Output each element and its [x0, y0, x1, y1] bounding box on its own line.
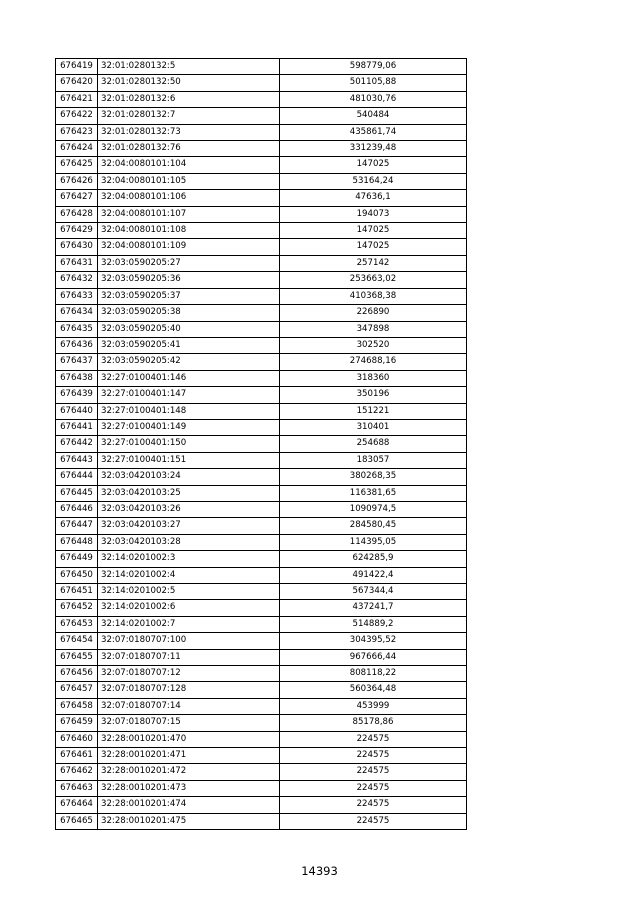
cadastral-code-cell: 32:03:0420103:28 [98, 534, 280, 550]
cadastral-code-cell: 32:01:0280132:50 [98, 75, 280, 91]
value-cell: 224575 [280, 731, 467, 747]
row-id-cell: 676462 [56, 764, 98, 780]
table-row [56, 682, 467, 698]
row-id-cell: 676424 [56, 141, 98, 157]
row-id-cell: 676452 [56, 600, 98, 616]
row-id-cell: 676440 [56, 403, 98, 419]
row-id-cell: 676426 [56, 173, 98, 189]
value-cell: 284580,45 [280, 518, 467, 534]
value-cell: 224575 [280, 797, 467, 813]
row-id-cell: 676446 [56, 501, 98, 517]
table-row [56, 239, 467, 255]
value-cell: 224575 [280, 764, 467, 780]
value-cell: 224575 [280, 813, 467, 829]
row-id-cell: 676429 [56, 223, 98, 239]
table-row [56, 173, 467, 189]
row-id-cell: 676457 [56, 682, 98, 698]
page-number: 14393 [301, 864, 338, 878]
table-row [56, 666, 467, 682]
table-row [56, 75, 467, 91]
table-row [56, 403, 467, 419]
row-id-cell: 676447 [56, 518, 98, 534]
cadastral-code-cell: 32:28:0010201:471 [98, 748, 280, 764]
table-body [56, 59, 467, 830]
row-id-cell: 676458 [56, 698, 98, 714]
cadastral-code-cell: 32:14:0201002:5 [98, 584, 280, 600]
table-row [56, 141, 467, 157]
value-cell: 304395,52 [280, 633, 467, 649]
cadastral-code-cell: 32:07:0180707:12 [98, 666, 280, 682]
row-id-cell: 676439 [56, 387, 98, 403]
cadastral-code-cell: 32:01:0280132:76 [98, 141, 280, 157]
value-cell: 274688,16 [280, 354, 467, 370]
row-id-cell: 676438 [56, 370, 98, 386]
cadastral-code-cell: 32:01:0280132:5 [98, 59, 280, 75]
table-row [56, 321, 467, 337]
row-id-cell: 676423 [56, 124, 98, 140]
row-id-cell: 676454 [56, 633, 98, 649]
row-id-cell: 676437 [56, 354, 98, 370]
table-row [56, 157, 467, 173]
row-id-cell: 676428 [56, 206, 98, 222]
value-cell: 410368,38 [280, 288, 467, 304]
row-id-cell: 676433 [56, 288, 98, 304]
table-row [56, 518, 467, 534]
row-id-cell: 676448 [56, 534, 98, 550]
row-id-cell: 676430 [56, 239, 98, 255]
table-row [56, 255, 467, 271]
value-cell: 437241,7 [280, 600, 467, 616]
table-row [56, 337, 467, 353]
cadastral-code-cell: 32:07:0180707:100 [98, 633, 280, 649]
value-cell: 253663,02 [280, 272, 467, 288]
value-cell: 114395,05 [280, 534, 467, 550]
table-row [56, 616, 467, 632]
row-id-cell: 676435 [56, 321, 98, 337]
cadastral-code-cell: 32:03:0590205:40 [98, 321, 280, 337]
table-row [56, 501, 467, 517]
table-row [56, 698, 467, 714]
row-id-cell: 676434 [56, 305, 98, 321]
row-id-cell: 676455 [56, 649, 98, 665]
row-id-cell: 676441 [56, 419, 98, 435]
cadastral-code-cell: 32:04:0080101:106 [98, 190, 280, 206]
row-id-cell: 676445 [56, 485, 98, 501]
cadastral-code-cell: 32:27:0100401:147 [98, 387, 280, 403]
value-cell: 47636,1 [280, 190, 467, 206]
table-row [56, 469, 467, 485]
table-row [56, 813, 467, 829]
row-id-cell: 676443 [56, 452, 98, 468]
table-row [56, 370, 467, 386]
cadastral-code-cell: 32:28:0010201:475 [98, 813, 280, 829]
value-cell: 435861,74 [280, 124, 467, 140]
cadastral-code-cell: 32:03:0590205:37 [98, 288, 280, 304]
value-cell: 85178,86 [280, 715, 467, 731]
value-cell: 147025 [280, 223, 467, 239]
cadastral-code-cell: 32:14:0201002:6 [98, 600, 280, 616]
table-row [56, 223, 467, 239]
cadastral-code-cell: 32:14:0201002:7 [98, 616, 280, 632]
value-cell: 331239,48 [280, 141, 467, 157]
value-cell: 350196 [280, 387, 467, 403]
row-id-cell: 676463 [56, 780, 98, 796]
row-id-cell: 676431 [56, 255, 98, 271]
table-row [56, 633, 467, 649]
table-row [56, 124, 467, 140]
value-cell: 257142 [280, 255, 467, 271]
cadastral-code-cell: 32:04:0080101:104 [98, 157, 280, 173]
value-cell: 514889,2 [280, 616, 467, 632]
row-id-cell: 676419 [56, 59, 98, 75]
value-cell: 567344,4 [280, 584, 467, 600]
cadastral-code-cell: 32:03:0590205:42 [98, 354, 280, 370]
table-row [56, 797, 467, 813]
value-cell: 501105,88 [280, 75, 467, 91]
value-cell: 194073 [280, 206, 467, 222]
value-cell: 808118,22 [280, 666, 467, 682]
table-row [56, 436, 467, 452]
row-id-cell: 676464 [56, 797, 98, 813]
row-id-cell: 676436 [56, 337, 98, 353]
table-row [56, 584, 467, 600]
cadastral-code-cell: 32:04:0080101:108 [98, 223, 280, 239]
table-row [56, 354, 467, 370]
value-cell: 491422,4 [280, 567, 467, 583]
cadastral-code-cell: 32:03:0420103:27 [98, 518, 280, 534]
value-cell: 598779,06 [280, 59, 467, 75]
table-row [56, 551, 467, 567]
table-row [56, 305, 467, 321]
cadastral-code-cell: 32:07:0180707:14 [98, 698, 280, 714]
cadastral-code-cell: 32:01:0280132:73 [98, 124, 280, 140]
value-cell: 224575 [280, 748, 467, 764]
table-row [56, 452, 467, 468]
table-row [56, 190, 467, 206]
cadastral-code-cell: 32:07:0180707:15 [98, 715, 280, 731]
row-id-cell: 676456 [56, 666, 98, 682]
value-cell: 347898 [280, 321, 467, 337]
cadastral-code-cell: 32:28:0010201:474 [98, 797, 280, 813]
table-row [56, 780, 467, 796]
cadastral-code-cell: 32:01:0280132:6 [98, 91, 280, 107]
value-cell: 53164,24 [280, 173, 467, 189]
table-row [56, 567, 467, 583]
value-cell: 147025 [280, 239, 467, 255]
row-id-cell: 676460 [56, 731, 98, 747]
table-row [56, 731, 467, 747]
cadastral-code-cell: 32:04:0080101:107 [98, 206, 280, 222]
value-cell: 147025 [280, 157, 467, 173]
cadastral-code-cell: 32:07:0180707:128 [98, 682, 280, 698]
cadastral-code-cell: 32:03:0590205:41 [98, 337, 280, 353]
row-id-cell: 676420 [56, 75, 98, 91]
value-cell: 183057 [280, 452, 467, 468]
row-id-cell: 676432 [56, 272, 98, 288]
cadastral-code-cell: 32:27:0100401:146 [98, 370, 280, 386]
cadastral-code-cell: 32:28:0010201:473 [98, 780, 280, 796]
cadastral-code-cell: 32:27:0100401:149 [98, 419, 280, 435]
table-row [56, 748, 467, 764]
table-row [56, 91, 467, 107]
cadastral-code-cell: 32:04:0080101:105 [98, 173, 280, 189]
cadastral-code-cell: 32:03:0590205:38 [98, 305, 280, 321]
cadastral-code-cell: 32:03:0590205:36 [98, 272, 280, 288]
row-id-cell: 676442 [56, 436, 98, 452]
table-row [56, 649, 467, 665]
cadastral-code-cell: 32:03:0590205:27 [98, 255, 280, 271]
cadastral-code-cell: 32:14:0201002:4 [98, 567, 280, 583]
value-cell: 481030,76 [280, 91, 467, 107]
cadastral-code-cell: 32:28:0010201:472 [98, 764, 280, 780]
row-id-cell: 676465 [56, 813, 98, 829]
table-row [56, 387, 467, 403]
value-cell: 380268,35 [280, 469, 467, 485]
row-id-cell: 676422 [56, 108, 98, 124]
value-cell: 967666,44 [280, 649, 467, 665]
row-id-cell: 676461 [56, 748, 98, 764]
table-row [56, 485, 467, 501]
table-row [56, 715, 467, 731]
table-row [56, 288, 467, 304]
cadastral-code-cell: 32:27:0100401:148 [98, 403, 280, 419]
cadastral-code-cell: 32:28:0010201:470 [98, 731, 280, 747]
table-row [56, 419, 467, 435]
value-cell: 310401 [280, 419, 467, 435]
value-cell: 1090974,5 [280, 501, 467, 517]
row-id-cell: 676449 [56, 551, 98, 567]
table-row [56, 59, 467, 75]
cadastral-code-cell: 32:07:0180707:11 [98, 649, 280, 665]
value-cell: 453999 [280, 698, 467, 714]
cadastral-code-cell: 32:03:0420103:25 [98, 485, 280, 501]
value-cell: 302520 [280, 337, 467, 353]
table-row [56, 206, 467, 222]
row-id-cell: 676451 [56, 584, 98, 600]
value-cell: 540484 [280, 108, 467, 124]
cadastral-code-cell: 32:03:0420103:24 [98, 469, 280, 485]
row-id-cell: 676444 [56, 469, 98, 485]
cadastral-code-cell: 32:03:0420103:26 [98, 501, 280, 517]
cadastral-code-cell: 32:27:0100401:151 [98, 452, 280, 468]
cadastral-code-cell: 32:01:0280132:7 [98, 108, 280, 124]
row-id-cell: 676450 [56, 567, 98, 583]
table-row [56, 272, 467, 288]
row-id-cell: 676427 [56, 190, 98, 206]
table-row [56, 764, 467, 780]
cadastral-code-cell: 32:14:0201002:3 [98, 551, 280, 567]
value-cell: 624285,9 [280, 551, 467, 567]
row-id-cell: 676459 [56, 715, 98, 731]
data-table [55, 58, 467, 830]
value-cell: 116381,65 [280, 485, 467, 501]
value-cell: 254688 [280, 436, 467, 452]
row-id-cell: 676421 [56, 91, 98, 107]
table-row [56, 108, 467, 124]
table-row [56, 534, 467, 550]
value-cell: 560364,48 [280, 682, 467, 698]
value-cell: 226890 [280, 305, 467, 321]
cadastral-code-cell: 32:04:0080101:109 [98, 239, 280, 255]
value-cell: 318360 [280, 370, 467, 386]
value-cell: 151221 [280, 403, 467, 419]
value-cell: 224575 [280, 780, 467, 796]
row-id-cell: 676425 [56, 157, 98, 173]
row-id-cell: 676453 [56, 616, 98, 632]
cadastral-code-cell: 32:27:0100401:150 [98, 436, 280, 452]
table-row [56, 600, 467, 616]
